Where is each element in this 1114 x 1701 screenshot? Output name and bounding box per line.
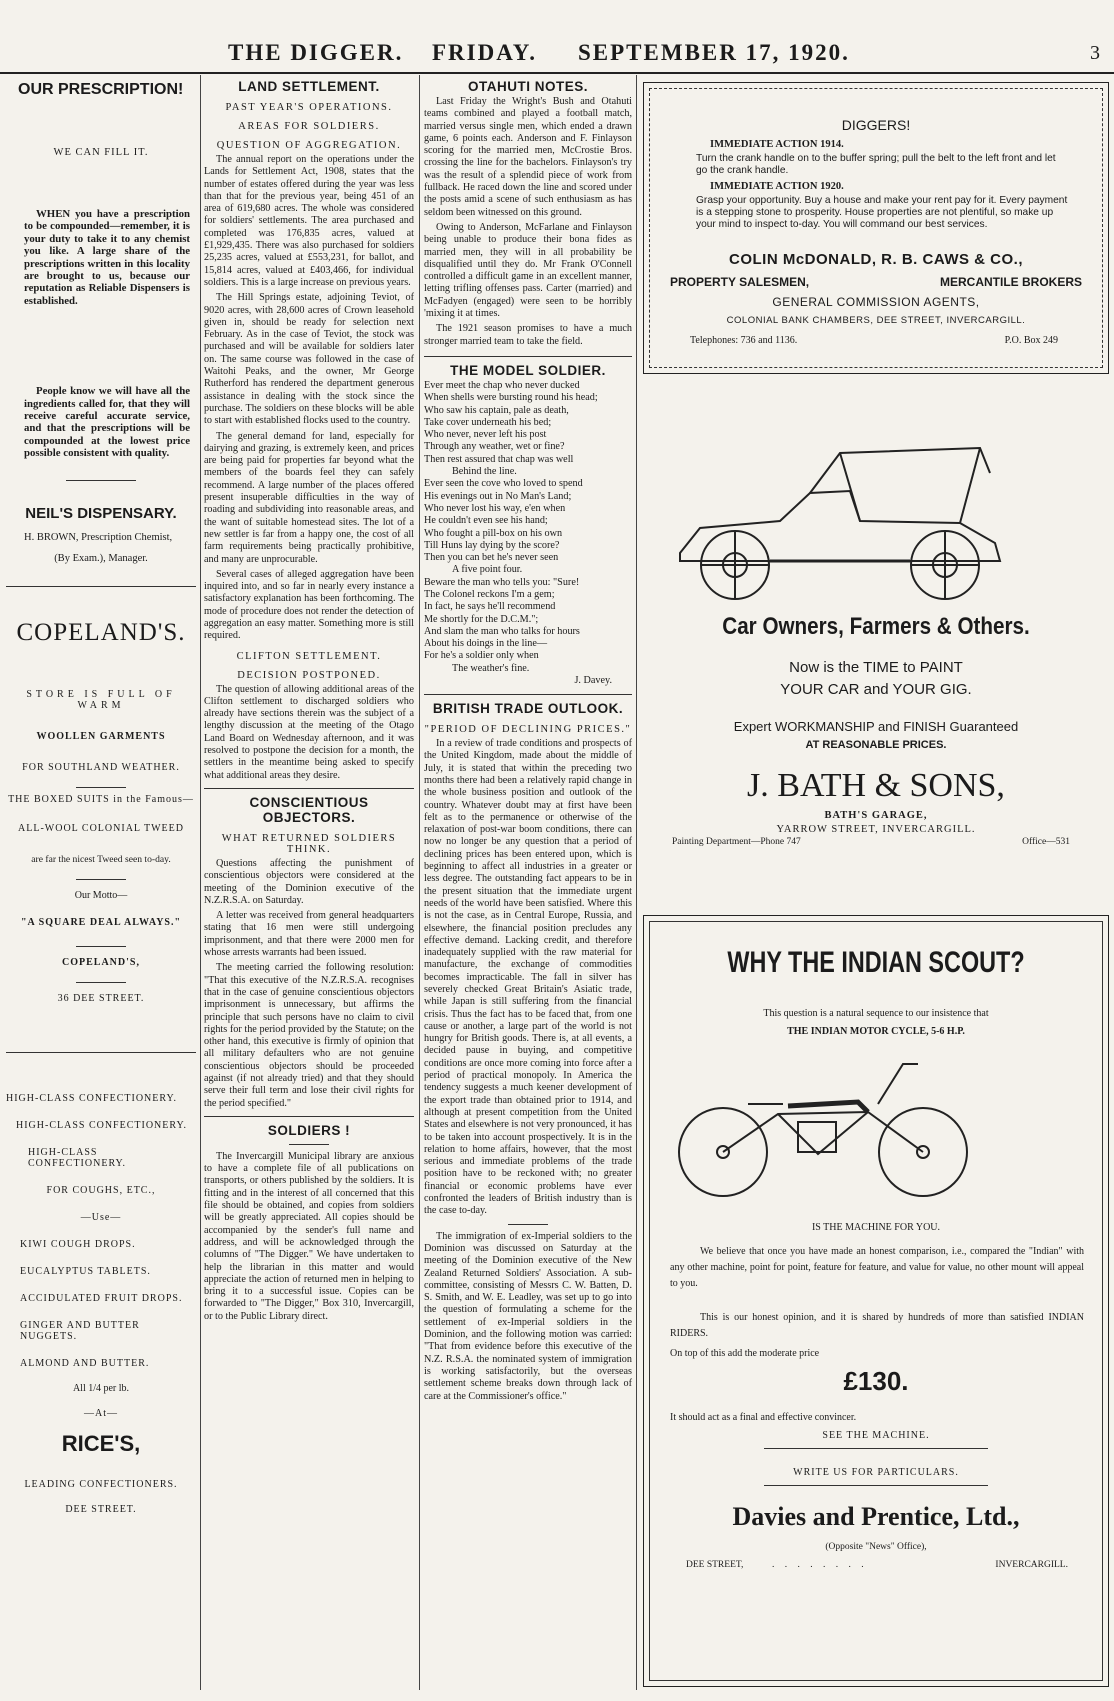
copelands-line: are far the nicest Tweed seen to-day. xyxy=(31,853,171,865)
poem-line: Who never lost his way, e'en when xyxy=(424,502,566,514)
poem-line: Then you can bet he's never seen xyxy=(424,552,559,564)
diggers-role: PROPERTY SALESMEN, xyxy=(670,275,810,289)
rices-line: HIGH-CLASS CONFECTIONERY. xyxy=(16,1119,187,1131)
scout-town: INVERCARGILL. xyxy=(995,1560,1068,1570)
scout-see: SEE THE MACHINE. xyxy=(822,1430,930,1441)
car-illustration xyxy=(660,433,1020,608)
divider xyxy=(76,946,126,947)
copelands-line: ALL-WOOL COLONIAL TWEED xyxy=(18,822,184,834)
soldiers-paragraph: The Invercargill Municipal library are anxious to have a complete file of all publications on transports, or others published by the soldiers. It is fitting and in the interest of all concerned that this file should be obtained, and copies from soldiers will be greatly appreciated. All copies should be accompanied by the sender's full name and address, and will be acknowledged through the columns of "The Digger." We have undertaken to help the librarian in this matter and would appreciate the action of returned men in helping to bring it to a successful issue. Copies can be forwarded to "The Digger," Box 310, Invercargill, or to the Public Library direct. xyxy=(204,1150,414,1322)
rices-item: ACCIDULATED FRUIT DROPS. xyxy=(20,1292,183,1304)
otahuti-paragraph: The 1921 season promises to have a much stronger married team to take the field. xyxy=(424,323,632,347)
page-number: 3 xyxy=(1090,42,1100,64)
objectors-paragraph: A letter was received from general headquarters stating that 16 men were still undergoing imprisonment, and that there were 2000 men for whose arrests warrants had been issued. xyxy=(204,910,414,959)
poem-line: The weather's fine. xyxy=(452,662,530,674)
soldiers-title: SOLDIERS ! xyxy=(267,1122,351,1138)
land-subhead: PAST YEAR'S OPERATIONS. xyxy=(225,102,393,113)
column-rule xyxy=(200,75,201,1690)
poem-line: Behind the line. xyxy=(452,466,517,478)
clifton-subhead: CLIFTON SETTLEMENT. xyxy=(236,650,382,662)
rices-line: HIGH-CLASS CONFECTIONERY. xyxy=(6,1092,177,1104)
poem-line: Through any weather, wet or fine? xyxy=(424,441,565,453)
rices-street: DEE STREET. xyxy=(65,1503,137,1515)
divider xyxy=(764,1448,988,1449)
copelands-line: THE BOXED SUITS in the Famous— xyxy=(8,793,194,805)
bath-line: Now is the TIME to PAINT xyxy=(789,659,963,676)
bath-line: Expert WORKMANSHIP and FINISH Guaranteed xyxy=(733,719,1019,734)
scout-dots: . . . . . . . . xyxy=(772,1560,868,1570)
scout-opp: (Opposite "News" Office), xyxy=(825,1542,927,1552)
prescription-para-2: People know we will have all the ingredients called for, that they will receive careful accurate service, and that the prescriptions will be compounded at the lowest price possible consistent with quality. xyxy=(24,385,190,460)
trade-paragraph: In a review of trade conditions and prospects of the United Kingdom, made about the middle of July, it is stated that within the preceding two months there had been a relatively rapid change in the whole business position and outlook of the country. Whatever doubt may at first have been felt as to the permanence or otherwise of the relaxation of post-war boom conditions, there can now no longer be any question that a period of declining prices has been entered upon, which is beginning to affect all industries in a greater or less degree. The outstanding fact appears to be in the present situation that the immediate urgent needs of the world have been satisfied. Where this is not the case, as in Central Europe, Russia, and elsewhere, the financial position precludes any effective demand. Lacking credit, and therefore inadequately supplied with the raw material for manufacture, the exchange of commodities becomes impracticable. The fall in silver has severely checked Great Britain's Asiatic trade, while Japan is still suffering from the financial crisis. Thus the fact has to be faced that, from one cause or another, a large part of the world is not hungry for British goods. There is, at all events, a decided pause in buying, and competitive conditions are once more coming into force after a period of practical monopoly. In America the tendency suggests a much keener development of the export trade than obtained prior to 1914, and although at present competition from the United States and elsewhere is not very pronounced, it has to be taken into account prospectively. It is in the relation to home affairs, however, that the most serious and immediate problems of the trade position have to be reckoned with; no greater financial or economic problems have ever confronted the leaders of British industry than is the case to-day. xyxy=(424,738,632,1217)
divider xyxy=(76,879,126,880)
bath-line: AT REASONABLE PRICES. xyxy=(805,739,947,751)
model-soldier-title: THE MODEL SOLDIER. xyxy=(450,362,606,378)
otahuti-paragraph: Owing to Anderson, McFarlane and Finlayson being unable to produce their bona fides as married men, they will in all probability be disqualified until they do. Mr Frank O'Connell controlled a difficult game in an excellent manner, letting trifling offenses pass. Carter (married) and McFadyen (engaged) were seen to be horribly 'mixing it at times. xyxy=(424,221,632,320)
poem-line: Me shortly for the D.C.M."; xyxy=(424,613,539,625)
divider xyxy=(204,788,414,789)
poem-line: Take cover underneath his bed; xyxy=(424,416,552,428)
land-paragraph: The annual report on the operations under the Lands for Settlement Act, 1908, states that the number of estates offered during the year was less than that for the previous year, being 451 of an area of 619,680 acres. The whole was considered for soldiers' settlements. The area purchased and completed was 176,835 acres, valued at £1,929,435. There was also purchased for soldiers 25,235 acres, valued at £553,231, for ballot, and 15,814 acres, valued at £403,466, for individual soldiers. This is a large increase on previous years. xyxy=(204,154,414,288)
poem-author: J. Davey. xyxy=(574,675,612,687)
otahuti-paragraph: Last Friday the Wright's Bush and Otahuti teams combined and played a football match, married versus single men, which ended a drawn game, 6 points each. Anderson and F. Finlayson scoring for the married men, McCrostie Bros. crossing the line for the bachelors. Finlayson's try was the result of a splendid piece of work from fullback. He raced down the line and scored under the posts amid a scene of such enthusiasm as has seldom been witnessed on this ground. xyxy=(424,96,632,218)
objectors-paragraph: Questions affecting the punishment of conscientious objectors were considered at the meeting of the Dominion executive of the N.Z.R.S.A. on Saturday. xyxy=(204,857,414,906)
copelands-ad xyxy=(6,619,196,1004)
land-subhead: AREAS FOR SOLDIERS. xyxy=(238,121,380,132)
copelands-name: COPELAND'S, xyxy=(62,956,140,968)
motorcycle-illustration xyxy=(668,1044,978,1204)
scout-text: On top of this add the moderate price xyxy=(670,1348,820,1359)
land-paragraph: Several cases of alleged aggregation have been inquired into, and so far in nearly every instance a satisfactory explanation has been forthcoming. The mode of procedure does not render the detection of aggregation an easy matter. Something more is still required. xyxy=(204,568,414,642)
issue-day: FRIDAY. xyxy=(432,40,537,65)
diggers-text: Turn the crank handle on to the buffer spring; pull the belt to the left front and let go the crank handle. xyxy=(696,153,1056,176)
poem-line: His evenings out in No Man's Land; xyxy=(424,490,572,502)
land-settlement-title: LAND SETTLEMENT. xyxy=(238,79,380,94)
diggers-address: COLONIAL BANK CHAMBERS, DEE STREET, INVERCARGILL. xyxy=(726,315,1026,326)
copelands-line: FOR SOUTHLAND WEATHER. xyxy=(22,761,180,773)
scout-text: THE INDIAN MOTOR CYCLE, 5-6 H.P. xyxy=(787,1026,965,1037)
bath-title: Car Owners, Farmers & Others. xyxy=(722,613,1030,640)
clifton-paragraph: The question of allowing additional areas of the Clifton settlement to discharged soldiers who already have sections therein was the subject of a lengthy discussion at the meeting of the Otago Land Board on Wednesday afternoon, and it was resolved to postpone the decision for a month, the settlers in the meantime being asked to specify what additional areas they desire. xyxy=(204,683,414,781)
immigration-paragraph: The immigration of ex-Imperial soldiers to the Dominion was discussed on Saturday at the meeting of the Dominion executive of the New Zealand Returned Soldiers' Association. A sub-committee, consisting of Messrs C. W. Batten, D. S. Smith, and W. E. Leadley, was set up to go into the question of formulating a scheme for the settlement of ex-Imperial soldiers in the Dominion, and the following motion was carried: "That from evidence before this executive of the N.Z. R.S.A. the nominated system of immigration is working satisfactorily, but the overseas settlement scheme breaks down through lack of care at the Commissioner's office." xyxy=(424,1230,632,1402)
land-paragraph: The general demand for land, especially for dairying and grazing, is extremely keen, and prices are being paid for properties far beyond what the members of the boards feel they can safely recommend. A large number of the places offered present insuperable difficulties in the way of roading and subdividing into reasonable areas, and the want of suitable homestead sites. The lot of a new settler is far from a happy one, the cost of all farm requirements being practically prohibitive, and many are unprocurable. xyxy=(204,430,414,565)
rices-item: GINGER AND BUTTER NUGGETS. xyxy=(20,1319,140,1342)
diggers-title: DIGGERS! xyxy=(841,117,911,133)
poem-line: About his doings in the line— xyxy=(424,638,548,650)
model-soldier-poem xyxy=(424,380,632,675)
rices-line: FOR COUGHS, ETC., xyxy=(46,1184,156,1196)
diggers-text: Grasp your opportunity. Buy a house and make your rent pay for it. Every payment is a stepping stone to prosperity. House properties are not plentiful, so make up your mind to inspect to-day. You will command our best services. xyxy=(696,195,1068,230)
issue-date: SEPTEMBER 17, 1920. xyxy=(578,40,850,65)
divider xyxy=(76,982,126,983)
scout-title: WHY THE INDIAN SCOUT? xyxy=(727,946,1025,979)
diggers-heading: IMMEDIATE ACTION 1914. xyxy=(710,139,844,150)
divider xyxy=(508,1224,548,1225)
scout-text: It should act as a final and effective convincer. xyxy=(670,1412,857,1423)
prescription-title: OUR PRESCRIPTION! xyxy=(18,81,184,98)
copelands-line: STORE IS FULL OF WARM xyxy=(26,688,176,711)
poem-line: Beware the man who tells you: "Sure! xyxy=(424,576,580,588)
rices-ad xyxy=(6,1093,196,1515)
otahuti-title: OTAHUTI NOTES. xyxy=(468,79,588,94)
poem-line: Who never, never left his post xyxy=(424,429,547,441)
dispensary-name: NEIL'S DISPENSARY. xyxy=(25,504,177,522)
divider xyxy=(289,1144,329,1145)
prescription-ad xyxy=(6,81,196,564)
divider xyxy=(764,1485,988,1486)
column-1 xyxy=(6,75,196,1515)
diggers-ad xyxy=(643,82,1109,374)
rices-price: All 1/4 per lb. xyxy=(72,1382,130,1394)
column-rule xyxy=(419,75,420,1690)
copelands-address: 36 DEE STREET. xyxy=(57,992,145,1004)
copelands-title: COPELAND'S. xyxy=(16,618,186,646)
rices-name: RICE'S, xyxy=(61,1430,141,1456)
diggers-heading: IMMEDIATE ACTION 1920. xyxy=(710,181,844,192)
objectors-title: CONSCIENTIOUS OBJECTORS. xyxy=(249,794,369,825)
dispensary-manager-2: (By Exam.), Manager. xyxy=(54,552,148,564)
poem-line: In fact, he says he'll recommend xyxy=(424,601,556,613)
land-subhead: QUESTION OF AGGREGATION. xyxy=(216,140,402,151)
divider xyxy=(204,1116,414,1117)
poem-line: Then rest assured that chap was well xyxy=(424,453,574,465)
diggers-role: MERCANTILE BROKERS xyxy=(939,275,1082,289)
prescription-lead: WE CAN FILL IT. xyxy=(53,147,149,158)
poem-line: Ever seen the cove who loved to spend xyxy=(424,478,583,490)
rices-item: ALMOND AND BUTTER. xyxy=(20,1357,150,1369)
diggers-telephone: Telephones: 736 and 1136. xyxy=(690,335,798,346)
rices-line: HIGH-CLASS CONFECTIONERY. xyxy=(28,1146,126,1169)
scout-text: This is our honest opinion, and it is shared by hundreds of more than satisfied INDIAN RIDERS. xyxy=(670,1312,1084,1339)
divider xyxy=(66,480,136,481)
trade-subhead: "PERIOD OF DECLINING PRICES." xyxy=(424,724,632,736)
scout-text: This question is a natural sequence to our insistence that xyxy=(763,1008,989,1019)
copelands-motto-2: "A SQUARE DEAL ALWAYS." xyxy=(20,916,182,928)
column-3 xyxy=(424,75,632,1406)
rices-item: KIWI COUGH DROPS. xyxy=(20,1238,136,1250)
divider xyxy=(6,586,196,587)
trade-title: BRITISH TRADE OUTLOOK. xyxy=(432,701,624,717)
dispensary-manager: H. BROWN, Prescription Chemist, xyxy=(24,531,173,543)
poem-line: When shells were bursting round his head; xyxy=(424,392,598,404)
bath-name: J. BATH & SONS, xyxy=(747,767,1005,804)
prescription-para-1: WHEN you have a prescription to be compounded—remember, it is your duty to take it to any chemist you like. A large share of the prescriptions written in this locality are brought to us, because our reputation as Reliable Dispensers is established. xyxy=(24,208,190,307)
scout-street: DEE STREET, xyxy=(686,1560,744,1570)
scout-text: IS THE MACHINE FOR YOU. xyxy=(811,1222,941,1233)
paper-name: THE DIGGER. xyxy=(228,40,404,65)
land-paragraph: The Hill Springs estate, adjoining Teviot, of 9020 acres, with 28,600 acres of Crown leasehold given in, should be ready for selection next February. As in the case of Teviot, the stock was purchased and will be available for soldiers later on. The same course was followed in the case of Waitohi Peaks, and the owner, Mr George Rutherford has rendered the department generous assistance in dealing with the stock since the purchase. The soldiers on these blocks will be able to start with established flocks used to the country. xyxy=(204,292,414,427)
scout-firm: Davies and Prentice, Ltd., xyxy=(732,1502,1020,1531)
column-2 xyxy=(204,75,414,1326)
poem-line: Ever meet the chap who never ducked xyxy=(424,379,580,391)
copelands-line: WOOLLEN GARMENTS xyxy=(36,730,166,742)
scout-price: £130. xyxy=(843,1366,909,1396)
masthead xyxy=(0,38,1114,74)
divider xyxy=(76,787,126,788)
bath-street: YARROW STREET, INVERCARGILL. xyxy=(776,824,976,835)
bath-ad xyxy=(642,433,1110,873)
poem-line: Till Huns lay dying by the score? xyxy=(424,539,560,551)
divider xyxy=(424,356,632,357)
diggers-pobox: P.O. Box 249 xyxy=(1004,335,1058,346)
clifton-subhead: DECISION POSTPONED. xyxy=(237,669,381,681)
poem-line: And slam the man who talks for hours xyxy=(424,625,580,637)
scout-ad xyxy=(643,915,1109,1687)
divider xyxy=(6,1052,196,1053)
divider xyxy=(424,694,632,695)
objectors-subhead: WHAT RETURNED SOLDIERS THINK. xyxy=(221,832,397,855)
objectors-paragraph: The meeting carried the following resolution: "That this executive of the N.Z.R.S.A. recognises that in the case of genuine conscientious objectors imprisonment is unnecessary, but affirms the principle that such persons have no claim to civil rights for the period provided by the Statute; on the other hand, this executive is firmly of opinion that all military defaulters who are not genuine conscientious objectors should be proceeded against (if not already tried) and that they should serve their full term and lose their civil rights for the period specified." xyxy=(204,962,414,1109)
bath-office: Office—531 xyxy=(1022,837,1070,847)
column-rule xyxy=(636,75,637,1690)
rices-at: —At— xyxy=(84,1407,118,1419)
diggers-role: GENERAL COMMISSION AGENTS, xyxy=(772,295,980,309)
poem-line: Who fought a pill-box on his own xyxy=(424,527,563,539)
poem-line: The Colonel reckons I'm a gem; xyxy=(424,588,555,600)
rices-item: EUCALYPTUS TABLETS. xyxy=(20,1265,151,1277)
poem-line: A five point four. xyxy=(452,564,523,576)
rices-desc: LEADING CONFECTIONERS. xyxy=(24,1478,178,1490)
poem-line: He couldn't even see his hand; xyxy=(424,515,548,527)
diggers-firm: COLIN McDONALD, R. B. CAWS & CO., xyxy=(729,251,1023,268)
bath-garage: BATH'S GARAGE, xyxy=(824,810,928,821)
scout-write: WRITE US FOR PARTICULARS. xyxy=(793,1467,959,1478)
poem-line: Who saw his captain, pale as death, xyxy=(424,404,569,416)
bath-line: YOUR CAR and YOUR GIG. xyxy=(780,681,972,698)
poem-line: For he's a soldier only when xyxy=(424,650,539,662)
bath-phone: Painting Department—Phone 747 xyxy=(672,837,801,847)
scout-text: We believe that once you have made an honest comparison, i.e., compared the "Indian" with any other machine, point for point, feature for feature, and value for value, no other mount will appeal to you. xyxy=(670,1246,1084,1289)
rices-line: —Use— xyxy=(80,1211,122,1223)
copelands-motto: Our Motto— xyxy=(74,889,128,901)
